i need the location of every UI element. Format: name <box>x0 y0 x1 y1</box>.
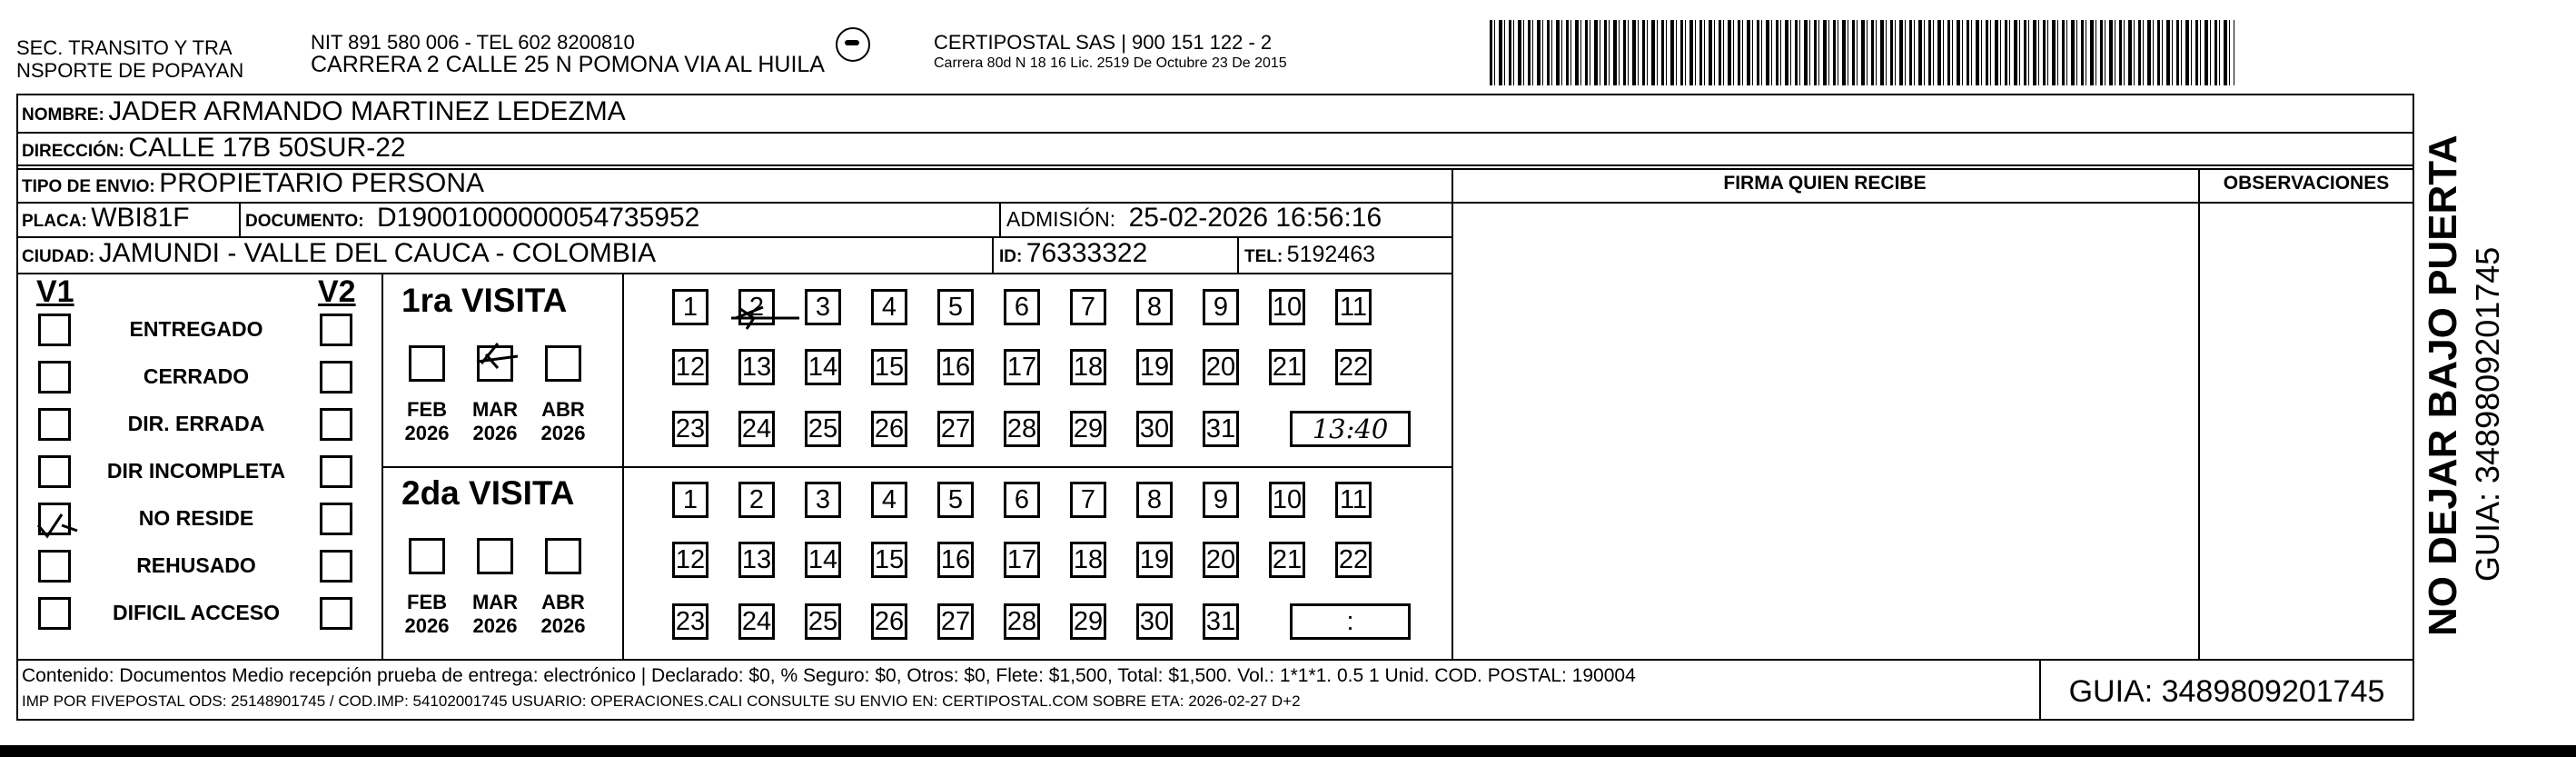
day-box[interactable]: 3 <box>805 482 841 518</box>
day-box[interactable]: 25 <box>805 603 841 640</box>
firma-header: FIRMA QUIEN RECIBE <box>1723 173 1927 194</box>
day-box[interactable]: 21 <box>1269 542 1305 578</box>
day-box[interactable]: 10 <box>1269 482 1305 518</box>
month-name: FEB <box>407 591 447 613</box>
day-box[interactable]: 6 <box>1004 289 1040 325</box>
side-warning: NO DEJAR BAJO PUERTA <box>2421 134 2465 636</box>
day-box[interactable]: 8 <box>1136 289 1173 325</box>
time-box[interactable]: 13:40 <box>1290 411 1411 447</box>
day-box[interactable]: 26 <box>871 603 907 640</box>
day-box[interactable]: 26 <box>871 411 907 447</box>
day-box[interactable]: 19 <box>1136 349 1173 385</box>
day-box[interactable]: 21 <box>1269 349 1305 385</box>
day-box[interactable]: 2 <box>738 482 775 518</box>
month-name: MAR <box>471 398 519 421</box>
month-name: FEB <box>407 398 447 421</box>
month-name: MAR <box>471 591 519 613</box>
footer-line-2: IMP POR FIVEPOSTAL ODS: 25148901745 / COD.IMP: 54102001745 USUARIO: OPERACIONES.CALI CONSULTE SU ENVIO EN: CERTIPOSTAL.COM SOBRE ETA: 2026-02-27 D+2 <box>22 692 1301 710</box>
sender-line-2: NSPORTE DE POPAYAN <box>16 59 244 82</box>
ciudad-value: JAMUNDI - VALLE DEL CAUCA - COLOMBIA <box>98 238 657 268</box>
day-box[interactable]: 25 <box>805 411 841 447</box>
documento-value: D19001000000054735952 <box>377 203 700 233</box>
month-year: 2026 <box>540 422 586 444</box>
day-box[interactable]: 7 <box>1070 289 1106 325</box>
day-box[interactable]: 11 <box>1335 482 1372 518</box>
tipo-label: TIPO DE ENVIO: <box>22 177 155 196</box>
day-box[interactable]: 3 <box>805 289 841 325</box>
day-box[interactable]: 28 <box>1004 411 1040 447</box>
day-box[interactable]: 30 <box>1136 411 1173 447</box>
day-box[interactable]: 19 <box>1136 542 1173 578</box>
month-year: 2026 <box>472 614 518 637</box>
day-box[interactable]: 10 <box>1269 289 1305 325</box>
day-box[interactable]: 2 <box>738 289 775 325</box>
status-label: CERRADO <box>143 364 250 388</box>
day-box[interactable]: 14 <box>805 349 841 385</box>
day-box[interactable]: 13 <box>738 349 775 385</box>
day-box[interactable]: 9 <box>1203 482 1239 518</box>
admision-value: 25-02-2026 16:56:16 <box>1128 203 1382 233</box>
day-box[interactable]: 4 <box>871 482 907 518</box>
status-label: DIFICIL ACCESO <box>112 601 280 624</box>
placa-value: WBI81F <box>91 203 190 233</box>
day-box[interactable]: 24 <box>738 603 775 640</box>
time-box[interactable]: : <box>1290 603 1411 640</box>
day-box[interactable]: 18 <box>1070 542 1106 578</box>
month-name: ABR <box>541 591 585 613</box>
day-box[interactable]: 15 <box>871 542 907 578</box>
day-box[interactable]: 15 <box>871 349 907 385</box>
status-label: REHUSADO <box>136 553 256 577</box>
address-line: CARRERA 2 CALLE 25 N POMONA VIA AL HUILA <box>311 52 825 77</box>
month-year: 2026 <box>404 614 450 637</box>
license-line: Carrera 80d N 18 16 Lic. 2519 De Octubre 23 De 2015 <box>934 55 1287 71</box>
sender-line-1: SEC. TRANSITO Y TRA <box>16 36 233 59</box>
day-box[interactable]: 23 <box>672 603 708 640</box>
day-box[interactable]: 27 <box>937 603 974 640</box>
direccion-value: CALLE 17B 50SUR-22 <box>128 133 406 163</box>
second-visit-title: 2da VISITA <box>401 474 575 512</box>
placa-label: PLACA: <box>22 212 87 231</box>
direccion-label: DIRECCIÓN: <box>22 142 124 161</box>
day-box[interactable]: 18 <box>1070 349 1106 385</box>
v1-label: V1 <box>36 274 74 309</box>
day-box[interactable]: 28 <box>1004 603 1040 640</box>
day-box[interactable]: 14 <box>805 542 841 578</box>
status-label: DIR INCOMPLETA <box>106 459 286 483</box>
day-box[interactable]: 9 <box>1203 289 1239 325</box>
day-box[interactable]: 11 <box>1335 289 1372 325</box>
day-box[interactable]: 20 <box>1203 542 1239 578</box>
day-box[interactable]: 7 <box>1070 482 1106 518</box>
status-label: NO RESIDE <box>138 506 254 530</box>
nit-line: NIT 891 580 006 - TEL 602 8200810 <box>311 31 635 54</box>
day-box[interactable]: 31 <box>1203 603 1239 640</box>
footer-line-1: Contenido: Documentos Medio recepción prueba de entrega: electrónico | Declarado: $0, % Seguro: $0, Otros: $0, Flete: $1,500, Total: $1,500. Vol.: 1*1*1. 0.5 1 Unid. COD. POSTAL: 190004 <box>22 665 1636 686</box>
id-value: 76333322 <box>1025 238 1148 268</box>
day-box[interactable]: 1 <box>672 289 708 325</box>
tel-label: TEL: <box>1244 247 1283 266</box>
month-name: ABR <box>541 398 585 421</box>
day-box[interactable]: 29 <box>1070 603 1106 640</box>
day-box[interactable]: 17 <box>1004 542 1040 578</box>
day-box[interactable]: 20 <box>1203 349 1239 385</box>
admision-label: ADMISIÓN: <box>1006 207 1116 231</box>
status-label: ENTREGADO <box>129 317 263 341</box>
month-year: 2026 <box>472 422 518 444</box>
nombre-label: NOMBRE: <box>22 105 104 125</box>
day-box[interactable]: 5 <box>937 289 974 325</box>
day-box[interactable]: 8 <box>1136 482 1173 518</box>
bottom-bar <box>0 745 2576 757</box>
day-box[interactable]: 4 <box>871 289 907 325</box>
day-box[interactable]: 5 <box>937 482 974 518</box>
day-box[interactable]: 6 <box>1004 482 1040 518</box>
company-line: CERTIPOSTAL SAS | 900 151 122 - 2 <box>934 31 1273 54</box>
day-box[interactable]: 13 <box>738 542 775 578</box>
day-box[interactable]: 31 <box>1203 411 1239 447</box>
month-year: 2026 <box>404 422 450 444</box>
side-guia: GUIA: 3489809201745 <box>2469 246 2506 582</box>
first-visit-title: 1ra VISITA <box>401 282 568 319</box>
day-box[interactable]: 30 <box>1136 603 1173 640</box>
day-box[interactable]: 23 <box>672 411 708 447</box>
status-label: DIR. ERRADA <box>127 412 265 435</box>
id-label: ID: <box>999 247 1023 266</box>
day-box[interactable]: 12 <box>672 349 708 385</box>
day-box[interactable]: 24 <box>738 411 775 447</box>
day-box[interactable]: 27 <box>937 411 974 447</box>
observaciones-header: OBSERVACIONES <box>2223 173 2390 194</box>
day-box[interactable]: 22 <box>1335 349 1372 385</box>
day-box[interactable]: 12 <box>672 542 708 578</box>
day-box[interactable]: 1 <box>672 482 708 518</box>
v2-label: V2 <box>318 274 356 309</box>
documento-label: DOCUMENTO: <box>245 212 364 231</box>
nombre-value: JADER ARMANDO MARTINEZ LEDEZMA <box>108 96 626 126</box>
footer-guia: GUIA: 3489809201745 <box>2068 674 2385 709</box>
day-box[interactable]: 29 <box>1070 411 1106 447</box>
tipo-value: PROPIETARIO PERSONA <box>159 168 485 198</box>
tel-value: 5192463 <box>1286 242 1375 267</box>
day-box[interactable]: 16 <box>937 349 974 385</box>
ciudad-label: CIUDAD: <box>22 247 95 266</box>
day-box[interactable]: 22 <box>1335 542 1372 578</box>
month-year: 2026 <box>540 614 586 637</box>
day-box[interactable]: 17 <box>1004 349 1040 385</box>
day-box[interactable]: 16 <box>937 542 974 578</box>
